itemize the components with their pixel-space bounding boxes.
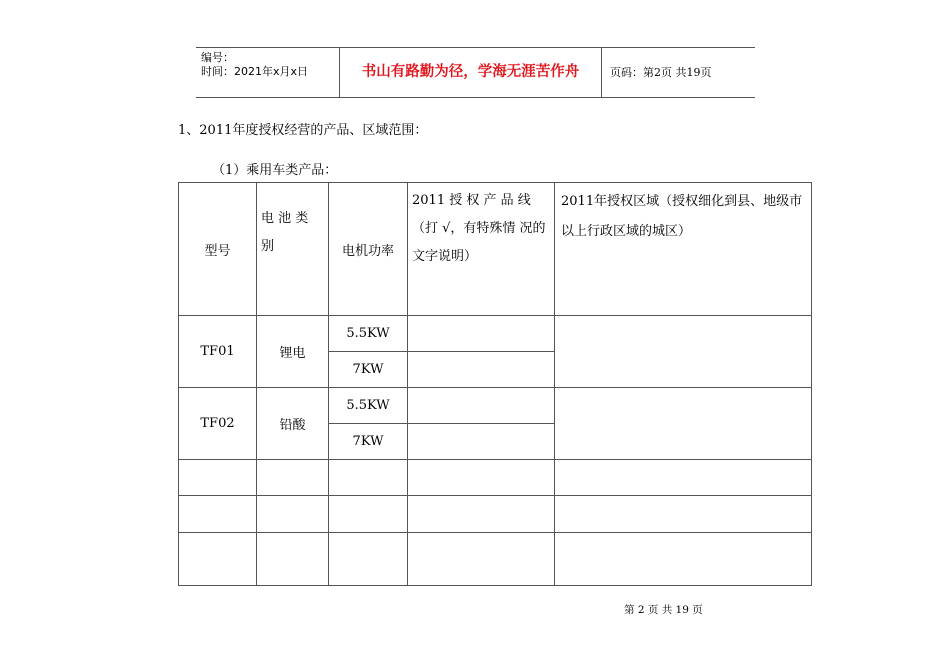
empty-cell[interactable]: [555, 460, 812, 496]
cell-region[interactable]: [555, 388, 812, 460]
header-region: 2011年授权区域（授权细化到县、地级市以上行政区域的城区）: [555, 183, 812, 316]
empty-cell[interactable]: [179, 533, 257, 586]
table-row: [179, 533, 812, 586]
empty-cell[interactable]: [329, 460, 408, 496]
empty-cell[interactable]: [408, 496, 555, 533]
cell-power: 7KW: [329, 424, 408, 460]
empty-cell[interactable]: [408, 533, 555, 586]
empty-cell[interactable]: [329, 496, 408, 533]
header-product-line: 2011 授 权 产 品 线 （打 √，有特殊情 况的文字说明）: [408, 183, 555, 316]
header-motto: 书山有路勤为径，学海无涯苦作舟: [339, 48, 602, 97]
table-row: [179, 460, 812, 496]
cell-power: 5.5KW: [329, 388, 408, 424]
empty-cell[interactable]: [555, 533, 812, 586]
cell-model: TF02: [179, 388, 257, 460]
empty-cell[interactable]: [257, 460, 329, 496]
page-header: [196, 47, 755, 98]
header-power: 电机功率: [329, 183, 408, 316]
cell-region[interactable]: [555, 316, 812, 388]
cell-product-line[interactable]: [408, 424, 555, 460]
cell-power: 5.5KW: [329, 316, 408, 352]
empty-cell[interactable]: [257, 533, 329, 586]
header-battery: 电 池 类 别: [257, 183, 329, 316]
table-row: [179, 316, 812, 352]
subsection-heading: （1）乘用车类产品：: [212, 163, 338, 178]
empty-cell[interactable]: [329, 533, 408, 586]
cell-model: TF01: [179, 316, 257, 388]
header-page-code: 页码：第2页 共19页: [610, 66, 712, 79]
cell-power: 7KW: [329, 352, 408, 388]
cell-product-line[interactable]: [408, 316, 555, 352]
time-label: 时间：2021年x月x日: [201, 65, 309, 78]
cell-battery: 铅酸: [257, 388, 329, 460]
authorization-table: [178, 182, 812, 586]
cell-battery: 锂电: [257, 316, 329, 388]
header-model: 型号: [179, 183, 257, 316]
table-header-row: [179, 183, 812, 316]
table-row: [179, 388, 812, 424]
empty-cell[interactable]: [408, 460, 555, 496]
section-heading: 1、2011年度授权经营的产品、区域范围：: [178, 123, 428, 138]
table-row: [179, 496, 812, 533]
cell-product-line[interactable]: [408, 352, 555, 388]
page-footer: 第 2 页 共 19 页: [624, 604, 703, 616]
empty-cell[interactable]: [179, 460, 257, 496]
header-meta: [196, 48, 339, 97]
empty-cell[interactable]: [555, 496, 812, 533]
empty-cell[interactable]: [179, 496, 257, 533]
number-label: 编号：: [201, 51, 234, 64]
empty-cell[interactable]: [257, 496, 329, 533]
cell-product-line[interactable]: [408, 388, 555, 424]
